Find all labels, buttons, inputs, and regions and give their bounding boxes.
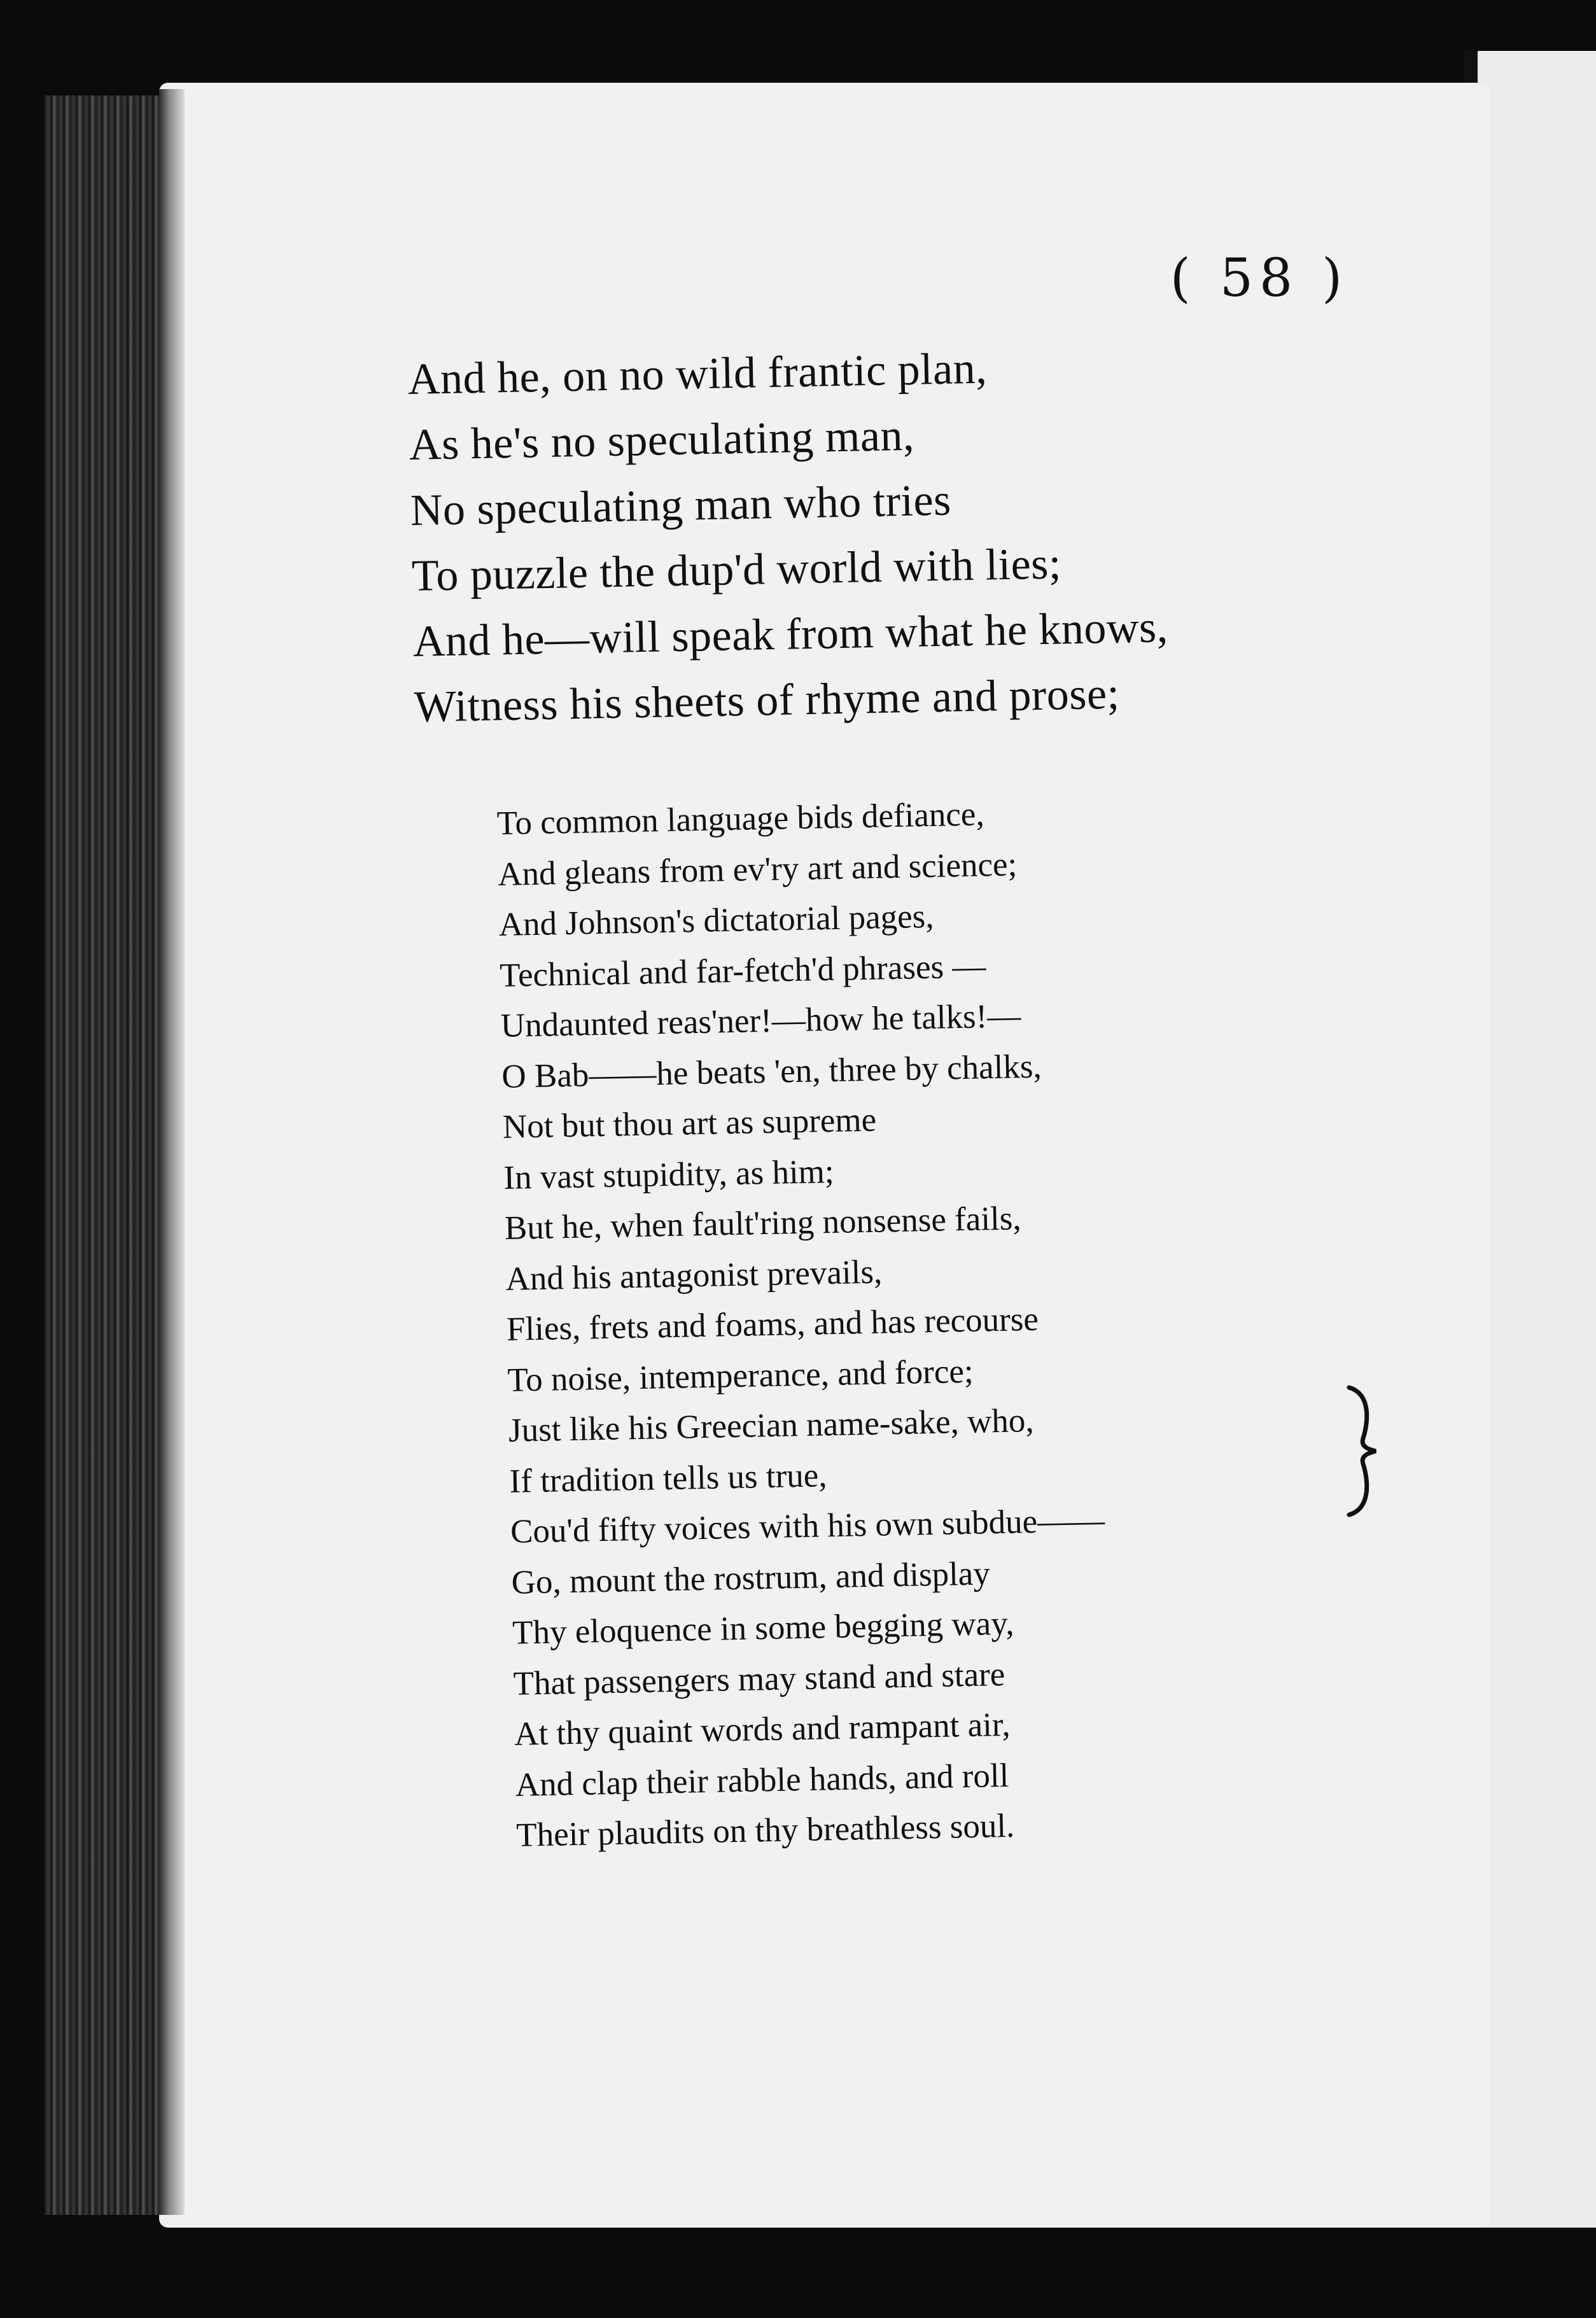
verse-line: Just like his Greecian name-sake, who, [508,1401,1035,1449]
verse-line: No speculating man who tries [410,475,952,535]
verse-line: O Bab——he beats 'en, three by chalks, [501,1048,1042,1095]
stanza-2 [496,787,1111,1861]
verse-line: And gleans from ev'ry art and science; [497,845,1018,893]
verse-line: And his antagonist prevails, [505,1253,883,1298]
page-number: ( 58 ) [1170,248,1349,309]
verse-line: And Johnson's dictatorial pages, [498,897,934,943]
verse-line: Go, mount the rostrum, and display [511,1554,991,1601]
verse-line: To common language bids defiance, [496,796,985,842]
verse-line: Technical and far-fetch'd phrases — [499,947,986,994]
verse-line: Witness his sheets of rhyme and prose; [414,669,1121,732]
verse-line: To noise, intemperance, and force; [507,1352,974,1399]
verse-line: Undaunted reas'ner!—how he talks!— [500,997,1021,1044]
verse-line: But he, when fault'ring nonsense fails, [504,1200,1022,1247]
verse-line: Cou'd fifty voices with his own subdue—— [510,1501,1105,1550]
stanza-1 [407,332,1170,740]
verse-line: And clap their rabble hands, and roll [515,1757,1009,1804]
verse-line: In vast stupidity, as him; [503,1153,835,1197]
verse-line: And he, on no wild frantic plan, [407,344,988,404]
brace-icon [1343,1384,1381,1518]
verse-line: To puzzle the dup'd world with lies; [411,539,1062,601]
verse-line: And he—will speak from what he knows, [412,603,1169,666]
verse-line: That passengers may stand and stare [513,1655,1005,1703]
verse-line: At thy quaint words and rampant air, [514,1706,1011,1753]
verse-line: Their plaudits on thy breathless soul. [515,1807,1015,1854]
verse-line: As he's no speculating man, [409,411,915,470]
page-gutter-shadow [159,89,185,2215]
verse-line: Thy eloquence in some begging way, [512,1605,1014,1652]
verse-line: Not but thou art as supreme [502,1101,877,1146]
verse-line: If tradition tells us true, [509,1456,828,1500]
verse-line: Flies, frets and foams, and has recourse [506,1300,1039,1348]
